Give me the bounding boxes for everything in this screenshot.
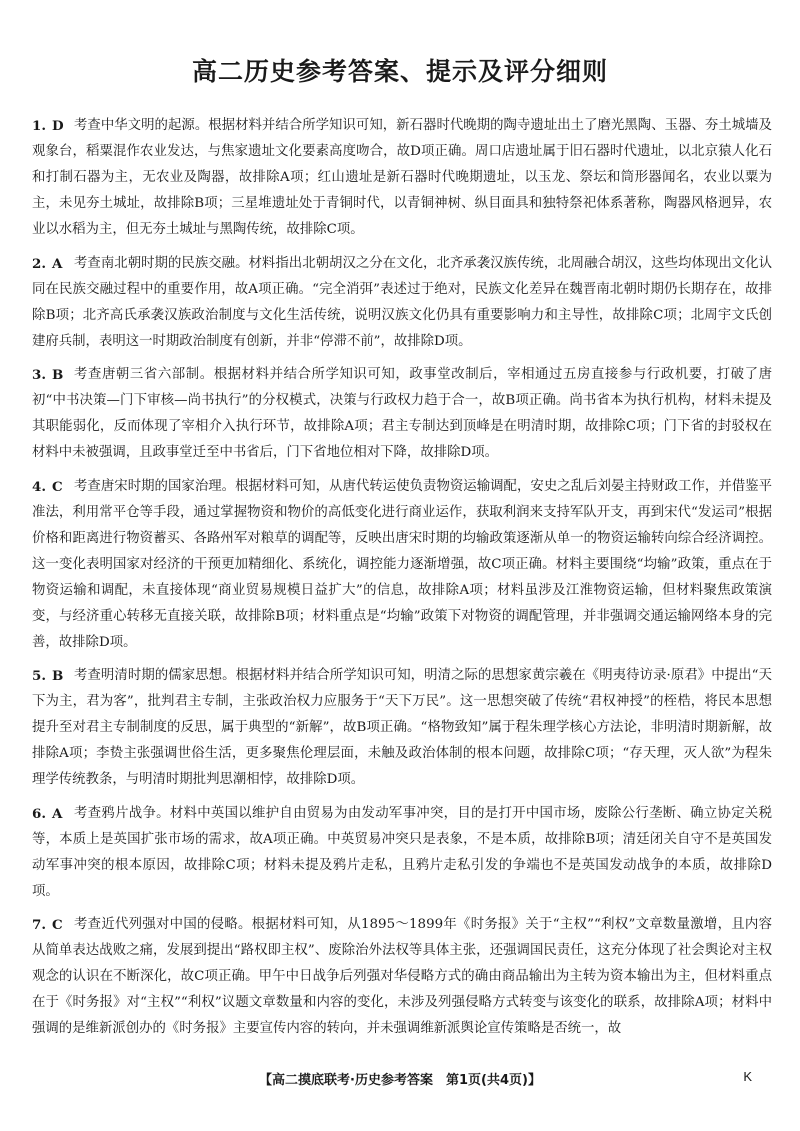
- item-answer: A: [52, 255, 63, 272]
- item-answer: C: [52, 917, 63, 933]
- item-explanation: 考查唐宋时期的国家治理。根据材料可知，从唐代转运使负责物资运输调配，安史之乱后刘晏主持财政工作，并借鉴平准法，利用常平仓等手段，通过掌握物资和物价的高低变化进行商业运作，获取利润来支持军队开支，再到宋代“发运司”根据价格和距离进行物资蓄买、各路州军对粮草的调配等，反映出唐宋时期的均输政策逐渐从单一的物资运输转向综合经济调控。这一变化表明国家对经济的干预更加精细化、系统化，调控能力逐渐增强，故C项正确。材料主要围绕“均输”政策，重点在于物资运输和调配，未直接体现“商业贸易规模日益扩大”的信息，故排除A项；材料虽涉及江淮物资运输，但材料聚焦政策演变，与经济重心转移无直接关联，故排除B项；材料重点是“均输”政策下对物资的调配管理，并非强调交通运输网络本身的完善，故排除D项。: [32, 478, 772, 650]
- item-explanation: 考查鸦片战争。材料中英国以维护自由贸易为由发动军事冲突，目的是打开中国市场，废除公行垄断、确立协定关税等，本质上是英国扩张市场的需求，故A项正确。中英贸易冲突只是表象，不是本质，故排除B项；清廷闭关自守不是英国发动军事冲突的根本原因，故排除C项；材料未提及鸦片走私，且鸦片走私引发的争端也不是英国发动战争的本质，故排除D项。: [32, 805, 772, 899]
- item-number: 5.: [32, 668, 46, 684]
- answer-item-7: [32, 912, 772, 1042]
- page-title: 高二历史参考答案、提示及评分细则: [191, 57, 608, 86]
- item-number: 3.: [32, 367, 46, 383]
- item-explanation: 考查明清时期的儒家思想。根据材料并结合所学知识可知，明清之际的思想家黄宗羲在《明夷待访录·原君》中提出“天下为主，君为客”，批判君主专制，主张政治权力应服务于“天下万民”。这一思想突破了传统“君权神授”的桎梏，将民本思想提升至对君主专制制度的反思，属于典型的“新解”，故B项正确。“格物致知”属于程朱理学核心方法论，非明清时期新解，故排除A项；李贽主张强调世俗生活，更多聚焦伦理层面，未触及政治体制的根本问题，故排除C项；“存天理，灭人欲”为程朱理学传统教条，与明清时期批判思潮相悖，故排除D项。: [32, 668, 772, 787]
- item-number: 7.: [32, 917, 46, 933]
- item-answer: B: [52, 668, 64, 684]
- item-number: 6.: [32, 805, 46, 822]
- version-code: K: [743, 1069, 752, 1084]
- item-explanation: 考查南北朝时期的民族交融。材料指出北朝胡汉之分在文化，北齐承袭汉族传统，北周融合胡汉，这些均体现出文化认同在民族交融过程中的重要作用，故A项正确。“完全消弭”表述过于绝对，民族文化差异在魏晋南北朝时期仍长期存在，故排除B项；北齐高氏承袭汉族政治制度与文化生活传统，说明汉族文化仍具有重要影响力和主导性，故排除C项；北周宇文氏创建府兵制，表明这一时期政治制度有创新，并非“停滞不前”，故排除D项。: [32, 255, 772, 349]
- item-explanation: 考查唐朝三省六部制。根据材料并结合所学知识可知，政事堂改制后，宰相通过五房直接参与行政机要，打破了唐初“中书决策—门下审核—尚书执行”的分权模式，决策与行政权力趋于合一，故B项正确。尚书省本为执行机构，材料未提及其职能弱化，反而体现了宰相介入执行环节，故排除A项；君主专制达到顶峰是在明清时期，故排除C项；门下省的封驳权在材料中未被强调，且政事堂迁至中书省后，门下省地位相对下降，故排除D项。: [32, 367, 772, 460]
- item-number: 1.: [32, 118, 46, 134]
- item-number: 2.: [32, 255, 46, 272]
- footer-text: 【高二摸底联考·历史参考答案 第1页(共4页)】: [259, 1073, 541, 1088]
- answer-item-2: [32, 251, 772, 355]
- answer-item-1: [32, 113, 772, 243]
- item-answer: B: [52, 367, 64, 383]
- item-explanation: 考查中华文明的起源。根据材料并结合所学知识可知，新石器时代晚期的陶寺遗址出土了磨光黑陶、玉器、夯土城墙及观象台，稻粟混作农业发达，与焦家遗址文化要素高度吻合，故D项正确。周口店遗址属于旧石器时代遗址，以北京猿人化石和打制石器为主，无农业及陶器，故排除A项；红山遗址是新石器时代晚期遗址，以玉龙、祭坛和筒形器闻名，农业以粟为主，未见夯土城址，故排除B项；三星堆遗址处于青铜时代，以青铜神树、纵目面具和独特祭祀体系著称，陶器风格迥异，农业以水稻为主，但无夯土城址与黑陶传统，故排除C项。: [32, 118, 772, 237]
- answer-list: [32, 113, 772, 1050]
- answer-item-6: [32, 801, 772, 905]
- item-answer: D: [52, 118, 64, 134]
- item-answer: C: [52, 478, 63, 495]
- item-number: 4.: [32, 478, 46, 495]
- item-explanation: 考查近代列强对中国的侵略。根据材料可知，从1895～1899年《时务报》关于“主权”“利权”文章数量激增，且内容从简单表达战败之痛，发展到提出“路权即主权”、废除治外法权等具体主张，还强调国民责任，这充分体现了社会舆论对主权观念的认识在不断深化，故C项正确。甲午中日战争后列强对华侵略方式的确由商品输出为主转为资本输出为主，但材料重点在于《时务报》对“主权”“利权”议题文章数量和内容的变化，未涉及列强侵略方式转变与该变化的联系，故排除A项；材料中强调的是维新派创办的《时务报》主要宣传内容的转向，并未强调维新派舆论宣传策略是否统一，故: [32, 917, 772, 1036]
- answer-item-4: [32, 474, 772, 656]
- answer-item-5: [32, 663, 772, 793]
- item-answer: A: [52, 805, 63, 822]
- answer-item-3: [32, 362, 772, 466]
